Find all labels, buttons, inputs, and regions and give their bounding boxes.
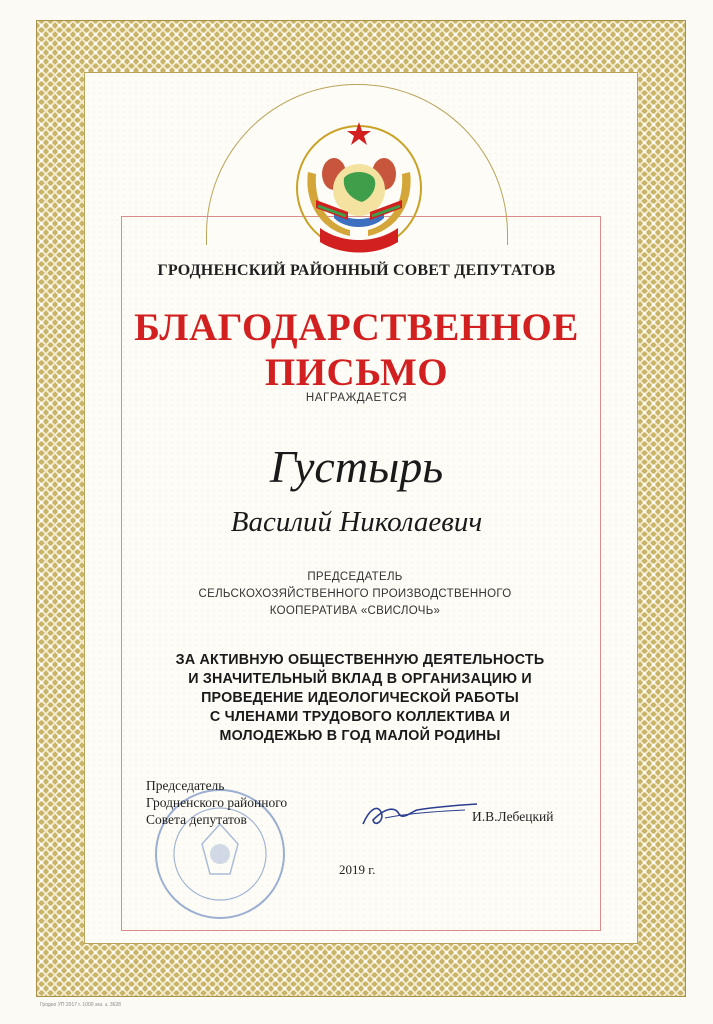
signatory-name: И.В.Лебецкий xyxy=(472,809,554,824)
position-line-2: СЕЛЬСКОХОЗЯЙСТВЕННОГО ПРОИЗВОДСТВЕННОГО xyxy=(198,588,512,600)
signatory-title-1: Председатель xyxy=(146,778,225,793)
title-line-1: БЛАГОДАРСТВЕННОЕ xyxy=(134,306,579,349)
reason-line-4: С ЧЛЕНАМИ ТРУДОВОГО КОЛЛЕКТИВА И xyxy=(209,709,511,725)
reason-line-2: И ЗНАЧИТЕЛЬНЫЙ ВКЛАД В ОРГАНИЗАЦИЮ И xyxy=(188,671,532,687)
position-line-3: КООПЕРАТИВА «СВИСЛОЧЬ» xyxy=(269,605,441,617)
reason-line-5: МОЛОДЕЖЬЮ В ГОД МАЛОЙ РОДИНЫ xyxy=(219,728,501,744)
issue-year: 2019 г. xyxy=(339,862,376,877)
awarded-label: НАГРАЖДАЕТСЯ xyxy=(305,392,408,404)
recipient-surname: Густырь xyxy=(269,441,444,492)
position-line-1: ПРЕДСЕДАТЕЛЬ xyxy=(307,571,403,583)
title-line-2: ПИСЬМО xyxy=(264,351,449,394)
reason-line-3: ПРОВЕДЕНИЕ ИДЕОЛОГИЧЕСКОЙ РАБОТЫ xyxy=(201,690,519,706)
reason-line-1: ЗА АКТИВНУЮ ОБЩЕСТВЕННУЮ ДЕЯТЕЛЬНОСТЬ xyxy=(175,652,545,668)
handwritten-signature xyxy=(355,790,485,835)
belarus-coat-of-arms-icon xyxy=(286,112,432,258)
print-info: Гродно УП 2017 г. 1000 экз. з. 3628 xyxy=(40,1002,121,1008)
council-name: ГРОДНЕНСКИЙ РАЙОННЫЙ СОВЕТ ДЕПУТАТОВ xyxy=(157,262,556,279)
recipient-given-names: Василий Николаевич xyxy=(230,506,483,538)
signatory-title-3: Совета депутатов xyxy=(146,812,247,827)
signatory-title-2: Гродненского районного xyxy=(146,795,288,810)
